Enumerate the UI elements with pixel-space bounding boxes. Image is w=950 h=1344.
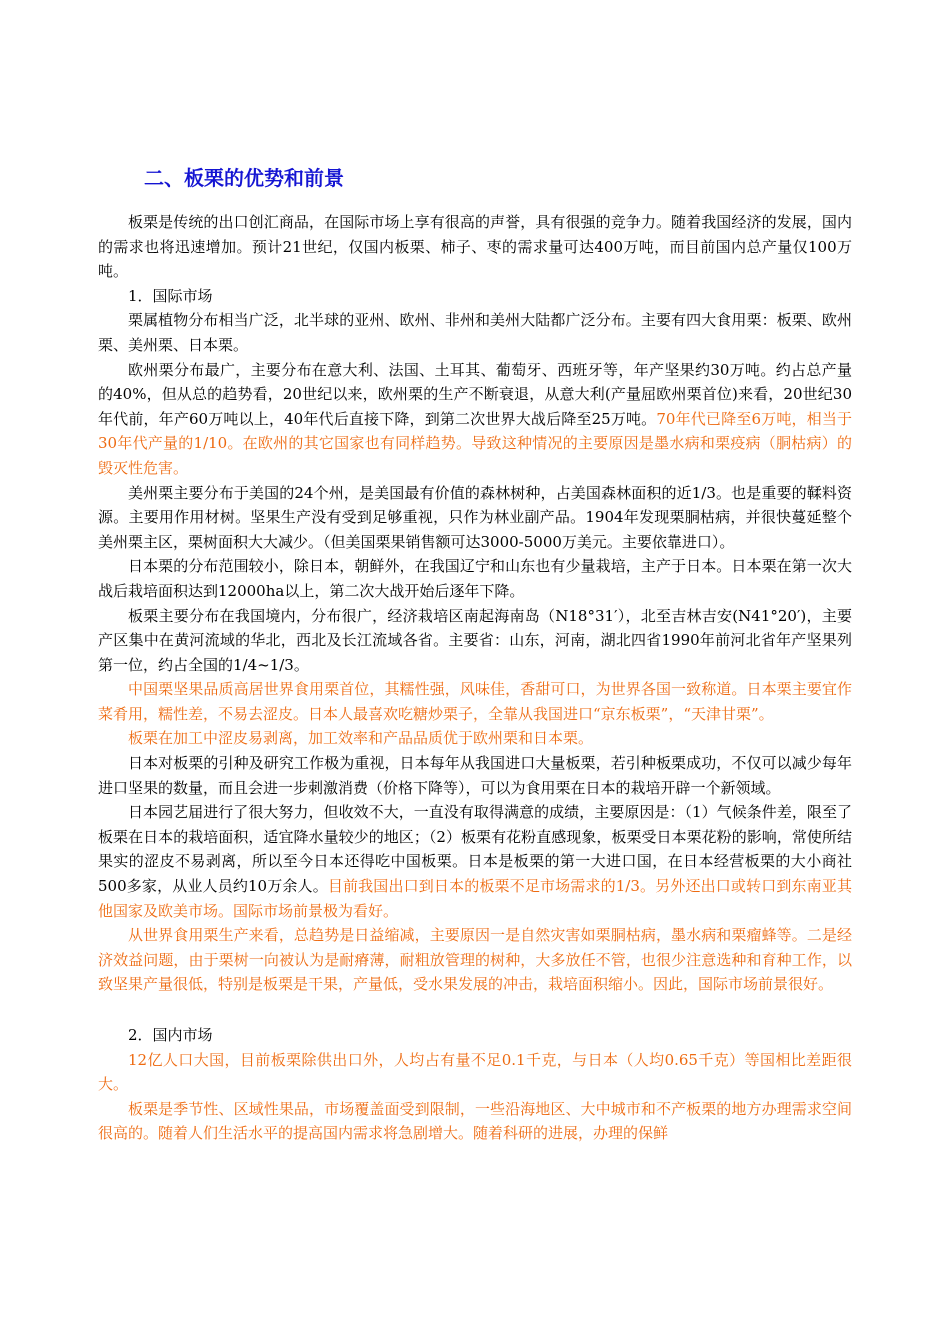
- blank-line: [98, 997, 852, 1023]
- paragraph-text: 日本园艺届进行了很大努力，但收效不大，一直没有取得满意的成绩，主要原因是：（1）气候条件差，限至了板栗在日本的栽培面积，适宜降水量较少的地区；（2）板栗有花粉直感现象，板栗受日本栗花粉的影响，常使所结果实的涩皮不易剥离，所以至今日本还得吃中国板栗。日本是板栗的第一大进口国，在日本经营板栗的大小商社500多家，从业人员约10万余人。: [98, 803, 852, 896]
- paragraph: [98, 800, 852, 923]
- paragraph: 板栗主要分布在我国境内，分布很广，经济栽培区南起海南岛（N18°31′），北至吉林吉安(N41°20′)，主要产区集中在黄河流域的华北，西北及长江流域各省。主要省：山东，河南，湖北四省1990年前河北省年产坚果列第一位，约占全国的1/4~1/3。: [98, 606, 852, 674]
- highlight-paragraph: 板栗在加工中涩皮易剥离，加工效率和产品品质优于欧州栗和日本栗。: [128, 729, 594, 748]
- paragraph: [98, 358, 852, 481]
- highlight-paragraph: 板栗是季节性、区域性果品，市场覆盖面受到限制，一些沿海地区、大中城市和不产板栗的地方办理需求空间很高的。随着人们生活水平的提高国内需求将急剧增大。随着科研的进展，办理的保鲜: [98, 1099, 852, 1143]
- page-title: 二、板栗的优势和前景: [144, 166, 344, 190]
- paragraph: 日本对板栗的引种及研究工作极为重视，日本每年从我国进口大量板栗，若引种板栗成功，不仅可以减少每年进口坚果的数量，而且会进一步刺激消费（价格下降等），可以为食用栗在日本的栽培开辟一个新领域。: [98, 754, 852, 797]
- paragraph: 日本栗的分布范围较小，除日本，朝鲜外，在我国辽宁和山东也有少量栽培，主产于日本。日本栗在第一次大战后栽培面积达到12000ha以上，第二次大战开始后逐年下降。: [98, 557, 852, 600]
- paragraph-text: 欧州栗分布最广，主要分布在意大利、法国、土耳其、葡萄牙、西班牙等，年产坚果约30万吨。约占总产量的40%，但从总的趋势看，20世纪以来，欧州栗的生产不断衰退，从意大利(产量屈欧州栗首位)来看，20世纪30年代前，年产60万吨以上，40年代后直接下降，到第二次世界大战后降至25万吨。: [98, 360, 852, 428]
- document-body: [98, 164, 852, 1146]
- highlight-paragraph: 从世界食用栗生产来看，总趋势是日益缩减，主要原因一是自然灾害如栗胴枯病，墨水病和栗瘤蜂等。二是经济效益问题，由于栗树一向被认为是耐瘠薄，耐粗放管理的树种，大多放任不管，也很少注意选种和育种工作，以致坚果产量很低，特别是板栗是干果，产量低，受水果发展的冲击，栽培面积缩小。因此，国际市场前景很好。: [98, 926, 852, 994]
- section-heading-international: 1．国际市场: [128, 286, 213, 305]
- paragraph: 栗属植物分布相当广泛，北半球的亚州、欧州、非州和美州大陆都广泛分布。主要有四大食用栗：板栗、欧州栗、美州栗、日本栗。: [98, 311, 852, 354]
- paragraph: 板栗是传统的出口创汇商品，在国际市场上享有很高的声誉，具有很强的竞争力。随着我国经济的发展，国内的需求也将迅速增加。预计21世纪，仅国内板栗、柿子、枣的需求量可达400万吨，而目前国内总产量仅100万吨。: [98, 213, 852, 281]
- paragraph: 美州栗主要分布于美国的24个州，是美国最有价值的森林树种，占美国森林面积的近1/3。也是重要的鞣料资源。主要用作用材树。坚果生产没有受到足够重视，只作为林业副产品。1904年发现栗胴枯病，并很快蔓延整个美州栗主区，栗树面积大大减少。（但美国栗果销售额可达3000-5000万美元。主要依靠进口）。: [98, 483, 852, 551]
- section-heading-domestic: 2．国内市场: [128, 1026, 213, 1044]
- highlight-paragraph: 中国栗坚果品质高居世界食用栗首位，其糯性强，风味佳，香甜可口，为世界各国一致称道。日本栗主要宜作菜肴用，糯性差，不易去涩皮。日本人最喜欢吃糖炒栗子，全靠从我国进口“京东板栗”，“天津甘栗”。: [98, 680, 852, 723]
- highlight-paragraph: 12亿人口大国，目前板栗除供出口外，人均占有量不足0.1千克，与日本（人均0.65千克）等国相比差距很大。: [98, 1050, 852, 1094]
- highlight-text: 目前我国出口到日本的板栗不足市场需求的1/3。另外还出口或转口到东南亚其他国家及欧美市场。国际市场前景极为看好。: [98, 877, 852, 920]
- highlight-text: 70年代已降至6万吨，相当于30年代产量的1/10。在欧州的其它国家也有同样趋势。导致这种情况的主要原因是墨水病和栗疫病（胴枯病）的毁灭性危害。: [98, 409, 852, 477]
